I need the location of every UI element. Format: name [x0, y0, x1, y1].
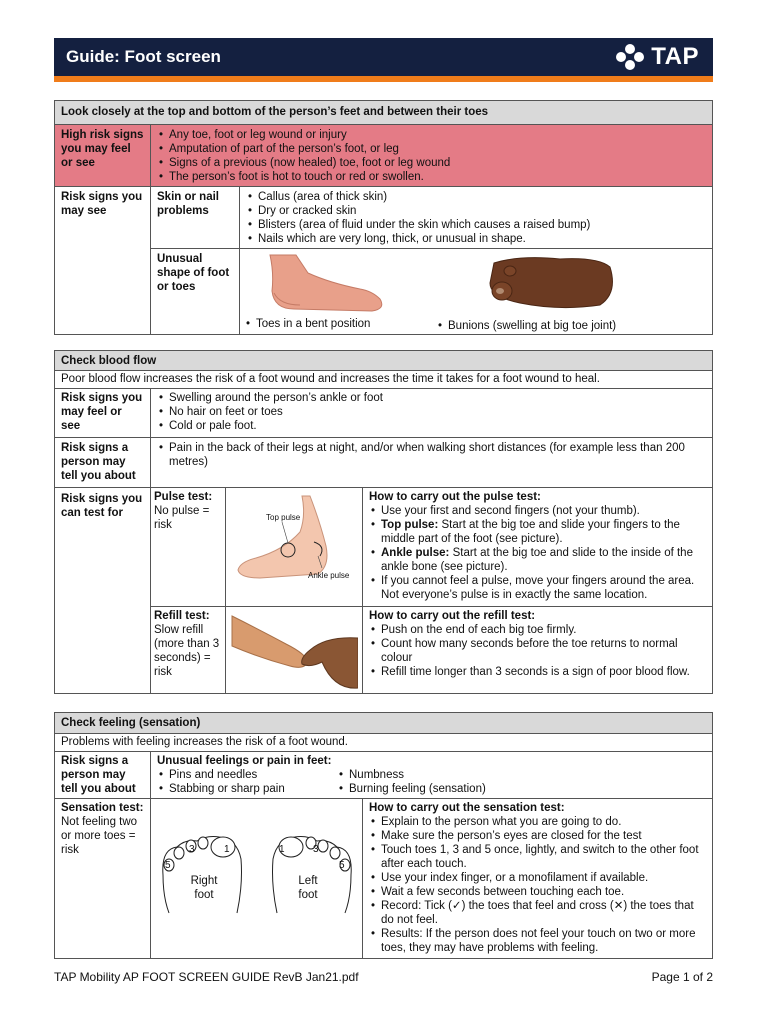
list-item: • Refill time longer than 3 seconds is a sign of poor blood flow.: [369, 665, 706, 679]
feeling-heading: Check feeling (sensation): [55, 713, 713, 734]
list-item: • Count how many seconds before the toe returns to normal colour: [369, 637, 706, 665]
toe-number-5: 5: [339, 860, 345, 871]
list-item: • Top pulse: Start at the big toe and slide your fingers to the middle part of the foot (see picture).: [369, 518, 706, 546]
blood-see-label: Risk signs you may feel or see: [55, 389, 151, 438]
look-heading: Look closely at the top and bottom of the person’s feet and between their toes: [55, 101, 713, 125]
right-foot-label: Right foot: [190, 875, 218, 901]
tap-logo: [615, 43, 699, 71]
list-item: • If you cannot feel a pulse, move your fingers around the area. Not everyone’s pulse is in exactly the same location.: [369, 574, 706, 602]
ankle-pulse-label: Ankle pulse: [308, 571, 350, 580]
unusual-list-1: [157, 768, 337, 796]
pulse-how-title: How to carry out the pulse test:: [369, 491, 541, 503]
list-item: • Callus (area of thick skin): [246, 190, 706, 204]
refill-how-title: How to carry out the refill test:: [369, 610, 536, 622]
page-header: [54, 38, 713, 76]
list-item: • Signs of a previous (now healed) toe, foot or leg wound: [157, 156, 706, 170]
list-item: • Amputation of part of the person’s foot, or leg: [157, 142, 706, 156]
list-item: • Bunions (swelling at big toe joint): [436, 319, 616, 333]
toe-number-1: 1: [224, 844, 230, 855]
refill-steps-list: [369, 623, 706, 679]
bunion-foot-image: [480, 253, 620, 313]
unusual-feelings-title: Unusual feelings or pain in feet:: [157, 755, 332, 767]
list-item: • Pins and needles: [157, 768, 337, 782]
list-item: • Wait a few seconds between touching each toe.: [369, 885, 706, 899]
unusual-list-2: [337, 768, 486, 796]
list-item: • Toes in a bent position: [244, 317, 370, 331]
pulse-foot-image: [230, 492, 358, 582]
unusual-shape-label: Unusual shape of foot or toes: [151, 249, 240, 335]
list-item: • Dry or cracked skin: [246, 204, 706, 218]
list-item: • The person’s foot is hot to touch or red or swollen.: [157, 170, 706, 184]
tap-logo-icon: [615, 43, 645, 71]
header-stripe: [54, 76, 713, 82]
toe-number-1: 1: [279, 844, 285, 855]
list-item: • Explain to the person what you are going to do.: [369, 815, 706, 829]
toe-number-3: 3: [313, 844, 319, 855]
risk-see-label: Risk signs you may see: [55, 187, 151, 335]
list-item: • Use your first and second fingers (not your thumb).: [369, 504, 706, 518]
pulse-test-desc: No pulse = risk: [154, 505, 210, 531]
feeling-table: [54, 712, 713, 959]
skin-problems-label: Skin or nail problems: [151, 187, 240, 249]
list-item: • Swelling around the person’s ankle or foot: [157, 391, 706, 405]
list-item: • Push on the end of each big toe firmly.: [369, 623, 706, 637]
blood-test-label: Risk signs you can test for: [55, 488, 151, 694]
blood-tell-label: Risk signs a person may tell you about: [55, 438, 151, 488]
toe-number-3: 3: [189, 844, 195, 855]
list-item: • Burning feeling (sensation): [337, 782, 486, 796]
sensation-test-desc: Not feeling two or more toes = risk: [61, 816, 138, 856]
footer-filename: TAP Mobility AP FOOT SCREEN GUIDE RevB Jan21.pdf: [54, 970, 359, 984]
list-item: • Any toe, foot or leg wound or injury: [157, 128, 706, 142]
footer-page-number: Page 1 of 2: [651, 970, 713, 984]
blood-tell-list: [157, 441, 706, 469]
refill-test-title: Refill test:: [154, 610, 210, 622]
list-item: • Stabbing or sharp pain: [157, 782, 337, 796]
list-item: • Use your index finger, or a monofilament if available.: [369, 871, 706, 885]
feeling-tell-label: Risk signs a person may tell you about: [55, 752, 151, 799]
list-item: • Ankle pulse: Start at the big toe and slide to the inside of the ankle bone (see picture).: [369, 546, 706, 574]
sensation-test-title: Sensation test:: [61, 802, 144, 814]
refill-foot-image: [230, 610, 358, 690]
refill-test-desc: Slow refill (more than 3 seconds) = risk: [154, 624, 220, 678]
shape-caption-2: [436, 319, 616, 333]
list-item: • Nails which are very long, thick, or unusual in shape.: [246, 232, 706, 246]
blood-intro: Poor blood flow increases the risk of a foot wound and increases the time it takes for a foot wound to heal.: [55, 371, 713, 389]
bent-toes-foot-image: [260, 253, 390, 315]
sensation-steps-list: [369, 815, 706, 955]
page-title: Guide: Foot screen: [66, 47, 221, 66]
list-item: • Results: If the person does not feel your touch on two or more toes, they may have problems with feeling.: [369, 927, 706, 955]
list-item: • Record: Tick (✓) the toes that feel and cross (✕) the toes that do not feel.: [369, 899, 706, 927]
skin-list: [246, 190, 706, 246]
blood-heading: Check blood flow: [55, 351, 713, 371]
toe-number-5: 5: [165, 860, 171, 871]
list-item: • Make sure the person’s eyes are closed for the test: [369, 829, 706, 843]
feeling-intro: Problems with feeling increases the risk of a foot wound.: [55, 734, 713, 752]
list-item: • Pain in the back of their legs at night, and/or when walking short distances (for example less than 200 metres): [157, 441, 706, 469]
blood-see-list: [157, 391, 706, 433]
blood-table: [54, 350, 713, 694]
sensation-how-title: How to carry out the sensation test:: [369, 802, 565, 814]
top-pulse-label: Top pulse: [266, 513, 301, 522]
pulse-steps-list: [369, 504, 706, 602]
logo-text: TAP: [651, 43, 699, 70]
list-item: • Cold or pale foot.: [157, 419, 706, 433]
look-table: [54, 100, 713, 335]
high-risk-label: High risk signs you may feel or see: [55, 125, 151, 187]
list-item: • No hair on feet or toes: [157, 405, 706, 419]
list-item: • Blisters (area of fluid under the skin which causes a raised bump): [246, 218, 706, 232]
pulse-test-title: Pulse test:: [154, 491, 213, 503]
left-foot-label: Left foot: [298, 875, 318, 901]
list-item: • Numbness: [337, 768, 486, 782]
list-item: • Touch toes 1, 3 and 5 once, lightly, and switch to the other foot after each touch.: [369, 843, 706, 871]
high-risk-list: [157, 128, 706, 184]
shape-caption-1: [244, 317, 370, 331]
